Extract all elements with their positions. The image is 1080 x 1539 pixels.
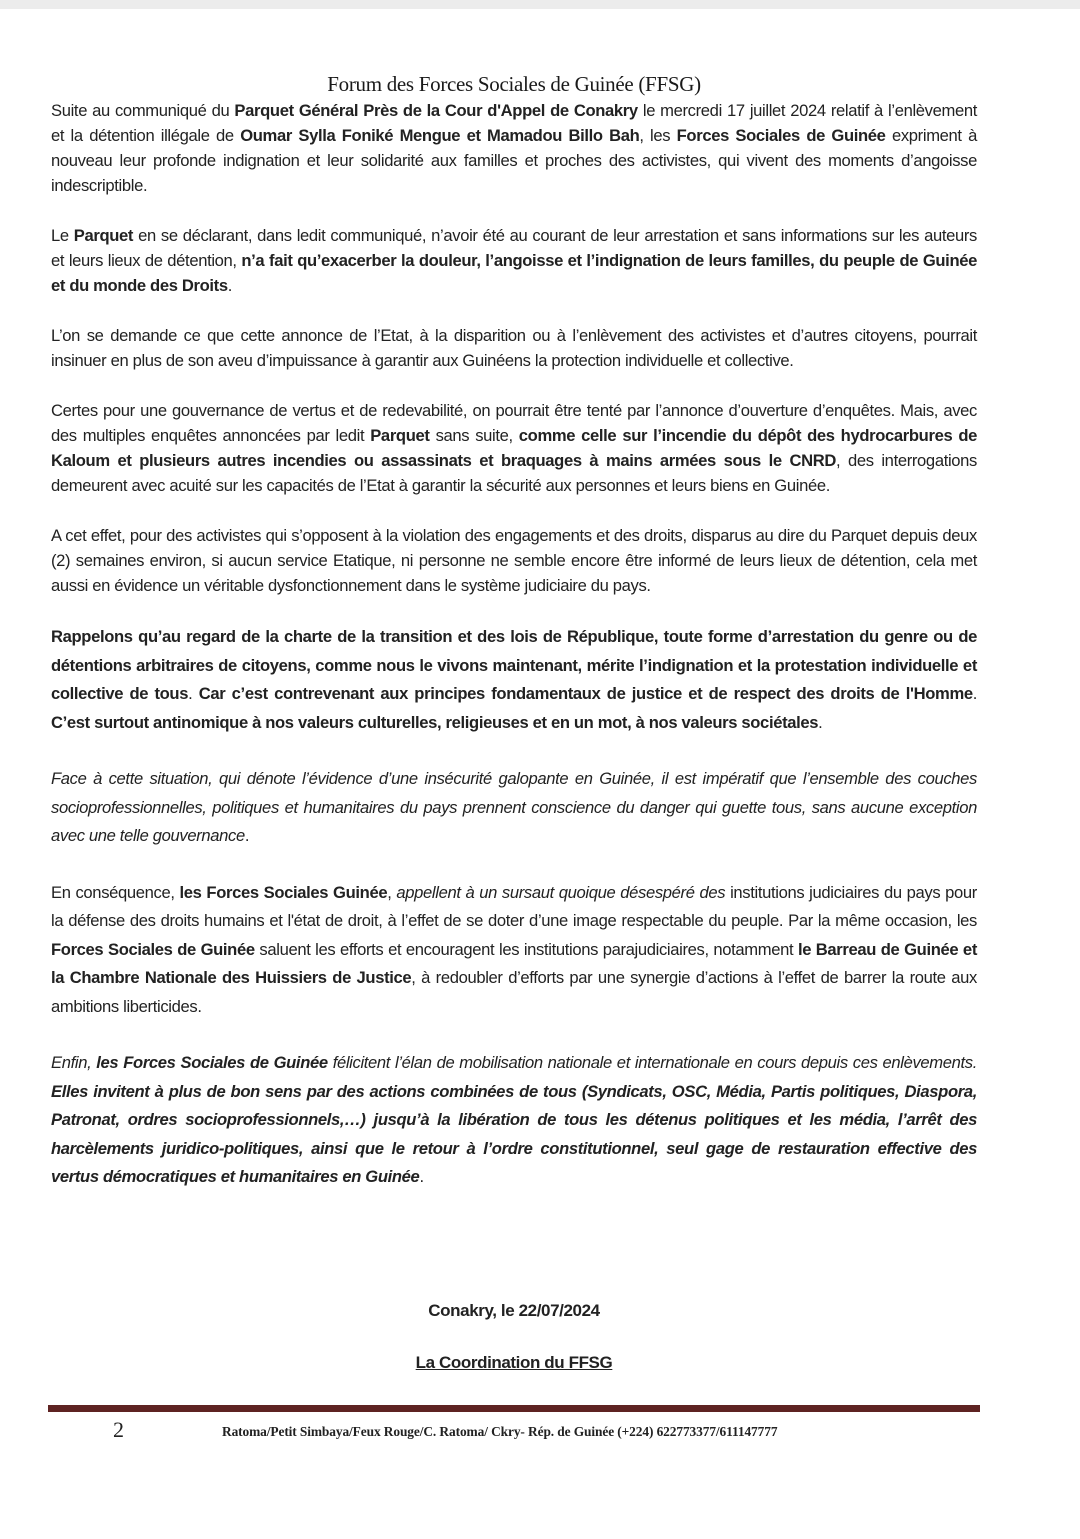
footer-address: Ratoma/Petit Simbaya/Feux Rouge/C. Ratoma/ Ckry- Rép. de Guinée (+224) 622773377/611147777 — [222, 1424, 778, 1439]
text-run: Le — [51, 226, 74, 245]
viewer-top-bar — [0, 0, 1080, 9]
text-run: Enfin, — [51, 1053, 97, 1072]
text-run: Elles invitent à plus de bon sens par des actions combinées de tous (Syndicats, OSC, Média, Partis politiques, Diaspora, Patronat, ordres socioprofessionnels,…) jusqu’à la libération de tous les détenus politiques et les média, l’arrêt des harcèlements juridico-politiques, ainsi que le retour à l’ordre constitutionnel, seul gage de restauration effective des vertus démocratiques et humanitaires en Guinée — [51, 1081, 977, 1186]
paragraph — [51, 1049, 977, 1192]
text-run: Parquet — [370, 426, 430, 445]
text-run: appellent à un sursaut quoique désespéré des — [396, 882, 731, 902]
text-run: Parquet — [73, 226, 134, 245]
text-run: n’a fait qu’exacerber la douleur, l’angoisse et l’indignation de leurs familles, du peuple de Guinée et du monde des Droits — [51, 251, 977, 295]
paragraph — [51, 98, 977, 198]
paragraph — [51, 223, 977, 298]
text-run: . — [972, 684, 977, 703]
page-number: 2 — [113, 1417, 124, 1442]
text-run: Face à cette situation, qui dénote l’évidence d’une insécurité galopante en Guinée, il est impératif que l’ensemble des couches socioprofessionnelles, politiques et humanitaires du pays prennent conscience du danger qui guette tous, sans aucune exception avec une telle gouvernance — [51, 769, 977, 845]
text-run: Forces Sociales de Guinée — [51, 939, 255, 959]
text-run: saluent les efforts et encouragent les institutions parajudiciaires, notamment — [254, 939, 798, 959]
text-run: , des interrogations demeurent avec acuité sur les capacités de l’Etat à garantir la sécurité aux personnes et leurs biens en Guinée. — [51, 451, 977, 495]
text-run: Car c’est contrevenant aux principes fondamentaux de justice et de respect des droits de l'Homme — [198, 684, 973, 703]
paragraph — [51, 398, 977, 498]
text-run: . — [818, 712, 823, 732]
text-run: , — [387, 882, 397, 902]
text-run: sans suite, — [429, 426, 519, 445]
text-run: le Barreau de Guinée et la Chambre Nationale des Huissiers de Justice — [51, 939, 977, 987]
document-title: Forum des Forces Sociales de Guinée (FFSG) — [327, 72, 701, 96]
text-run: comme celle sur l’incendie du dépôt des hydrocarbures de Kaloum et plusieurs autres incendies ou assassinats et braquages à mains armées sous le CNRD — [51, 426, 977, 470]
text-run: en se déclarant, dans ledit communiqué, n’avoir été au courant de leur arrestation et sans informations sur les auteurs et leurs lieux de détention, — [51, 226, 977, 270]
paragraph — [51, 523, 977, 598]
text-run: Rappelons qu’au regard de la charte de la transition et des lois de République, toute forme d’arrestation du genre ou de détentions arbitraires de citoyens, comme nous le vivons maintenant, mérite l’indignation et la protestation individuelle et collective de tous — [51, 627, 977, 703]
text-run: En conséquence, — [51, 882, 180, 902]
text-run: Oumar Sylla Foniké Mengue et Mamadou Billo Bah — [240, 126, 640, 145]
text-run: . — [419, 1167, 424, 1186]
text-run: les Forces Sociales Guinée — [179, 882, 388, 902]
text-run: C’est surtout antinomique à nos valeurs culturelles, religieuses et en un mot, à nos valeurs sociétales — [51, 712, 819, 732]
paragraph — [51, 765, 977, 851]
paragraph — [51, 623, 977, 737]
text-run: A cet effet, pour des activistes qui s’opposent à la violation des engagements et des droits, disparus au dire du Parquet depuis deux (2) semaines environ, si aucun service Etatique, ni personne ne semble encore être informé de leurs lieux de détention, cela met aussi en évidence un véritable dysfonctionnement dans le système judiciaire du pays. — [51, 526, 977, 595]
signature-signatory: La Coordination du FFSG — [415, 1353, 613, 1372]
text-run: L’on se demande ce que cette annonce de l’Etat, à la disparition ou à l’enlèvement des activistes et d’autres citoyens, pourrait insinuer en plus de son aveu d’impuissance à garantir aux Guinéens la protection individuelle et collective. — [51, 326, 977, 370]
text-run: Forces Sociales de Guinée — [676, 126, 886, 145]
text-run: , à redoubler d’efforts par une synergie d’actions à l’effet de barrer la route aux ambitions liberticides. — [51, 968, 977, 1016]
text-run: . — [188, 684, 199, 703]
text-run: , les — [639, 126, 677, 145]
text-run: le mercredi 17 juillet 2024 relatif à l’enlèvement et la détention illégale de — [51, 101, 977, 145]
text-run: Certes pour une gouvernance de vertus et de redevabilité, on pourrait être tenté par l’annonce d’ouverture d’enquêtes. Mais, avec des multiples enquêtes annoncées par ledit — [51, 401, 977, 445]
text-run: institutions judiciaires du pays pour la défense des droits humains et l'état de droit, à l’effet de se doter d’une image respectable du peuple. Par la même occasion, les — [51, 882, 977, 930]
footer-divider — [48, 1405, 980, 1412]
paragraph — [51, 323, 977, 373]
text-run: . — [244, 826, 250, 845]
paragraph — [51, 879, 977, 1022]
document-body — [51, 98, 977, 1192]
text-run: les Forces Sociales de Guinée — [96, 1053, 328, 1072]
text-run: expriment à nouveau leur profonde indignation et leur solidarité aux familles et proches des activistes, qui vivent des moments d’angoisse indescriptible. — [51, 126, 977, 195]
text-run: . — [227, 276, 232, 295]
text-run: Parquet Général Près de la Cour d'Appel de Conakry — [234, 101, 638, 120]
text-run: félicitent l’élan de mobilisation nationale et internationale en cours depuis ces enlèvements. — [327, 1053, 977, 1072]
text-run: Suite au communiqué du — [51, 101, 235, 120]
signature-place-date: Conakry, le 22/07/2024 — [428, 1301, 600, 1320]
